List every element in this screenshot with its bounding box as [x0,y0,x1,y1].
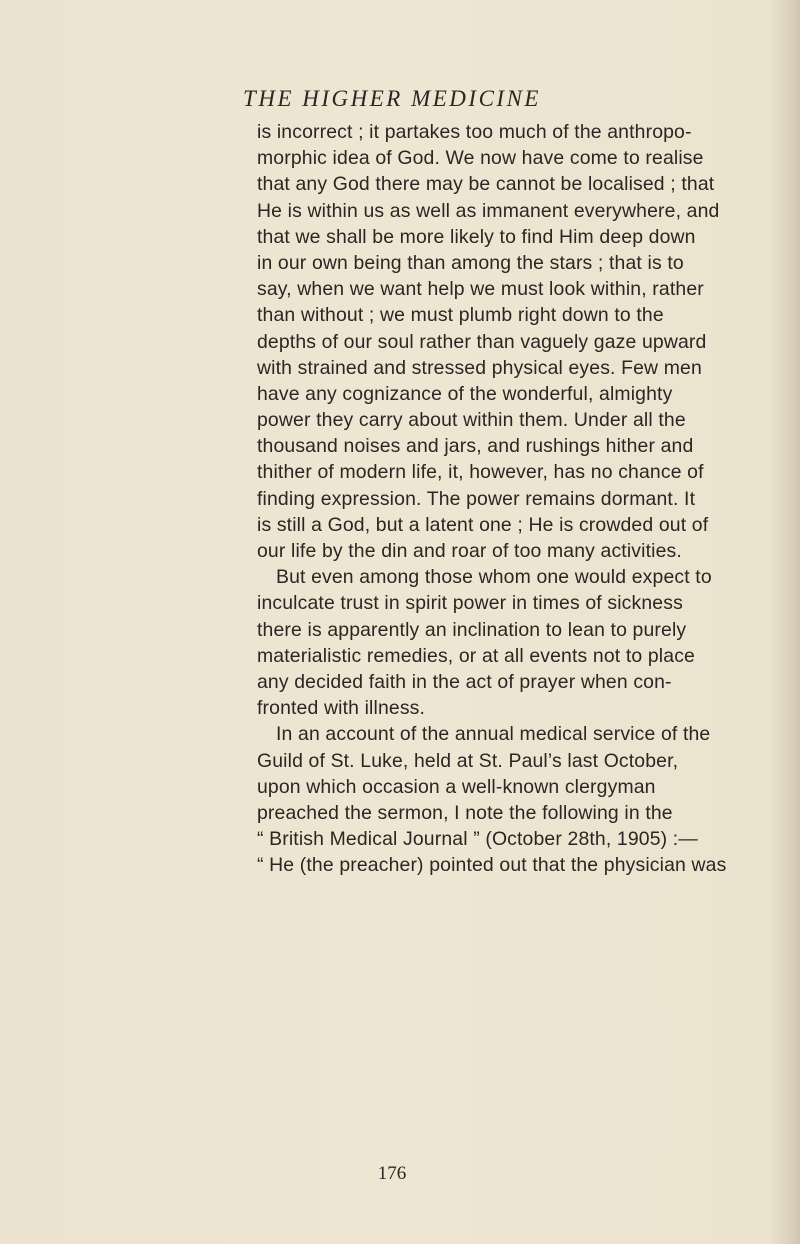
text-line: power they carry about within them. Under all the [257,409,686,432]
text-line: inculcate trust in spirit power in times of sickness [257,592,683,615]
text-line: in our own being than among the stars ; that is to [257,251,684,274]
text-line: morphic idea of God. We now have come to realise [257,147,704,170]
running-head: THE HIGHER MEDICINE [243,86,541,111]
text-line: upon which occasion a well-known clergyman [257,775,656,798]
text-line: say, when we want help we must look within, rather [257,278,704,301]
text-line: there is apparently an inclination to lean to purely [257,618,687,641]
text-line: In an account of the annual medical service of the [276,723,711,746]
text-line: “ British Medical Journal ” (October 28th, 1905) :— [257,828,698,851]
text-line: “ He (the preacher) pointed out that the physician was [257,854,727,877]
text-line: any decided faith in the act of prayer when con- [257,670,672,693]
text-line: He is within us as well as immanent everywhere, and [257,199,720,222]
text-line: that we shall be more likely to find Him deep down [257,225,696,248]
text-line: is still a God, but a latent one ; He is crowded out of [257,513,709,536]
text-line: But even among those whom one would expect to [276,566,712,589]
text-line: depths of our soul rather than vaguely gaze upward [257,330,707,353]
text-line: finding expression. The power remains dormant. It [257,487,696,510]
text-line: preached the sermon, I note the following in the [257,801,673,824]
text-line: fronted with illness. [257,697,426,720]
text-line: with strained and stressed physical eyes. Few men [257,356,702,379]
text-line: our life by the din and roar of too many activities. [257,540,682,562]
text-line: thousand noises and jars, and rushings hither and [257,435,694,458]
body-text [0,119,794,878]
text-line: than without ; we must plumb right down to the [257,304,664,327]
text-line: materialistic remedies, or at all events not to place [257,644,695,667]
text-line: thither of modern life, it, however, has no chance of [257,461,704,484]
text-line: have any cognizance of the wonderful, almighty [257,382,673,405]
text-line: Guild of St. Luke, held at St. Paul’s last October, [257,749,679,772]
text-line: is incorrect ; it partakes too much of the anthropo- [257,121,692,143]
text-line: that any God there may be cannot be localised ; that [257,173,715,196]
page-number: 176 [377,1163,407,1184]
